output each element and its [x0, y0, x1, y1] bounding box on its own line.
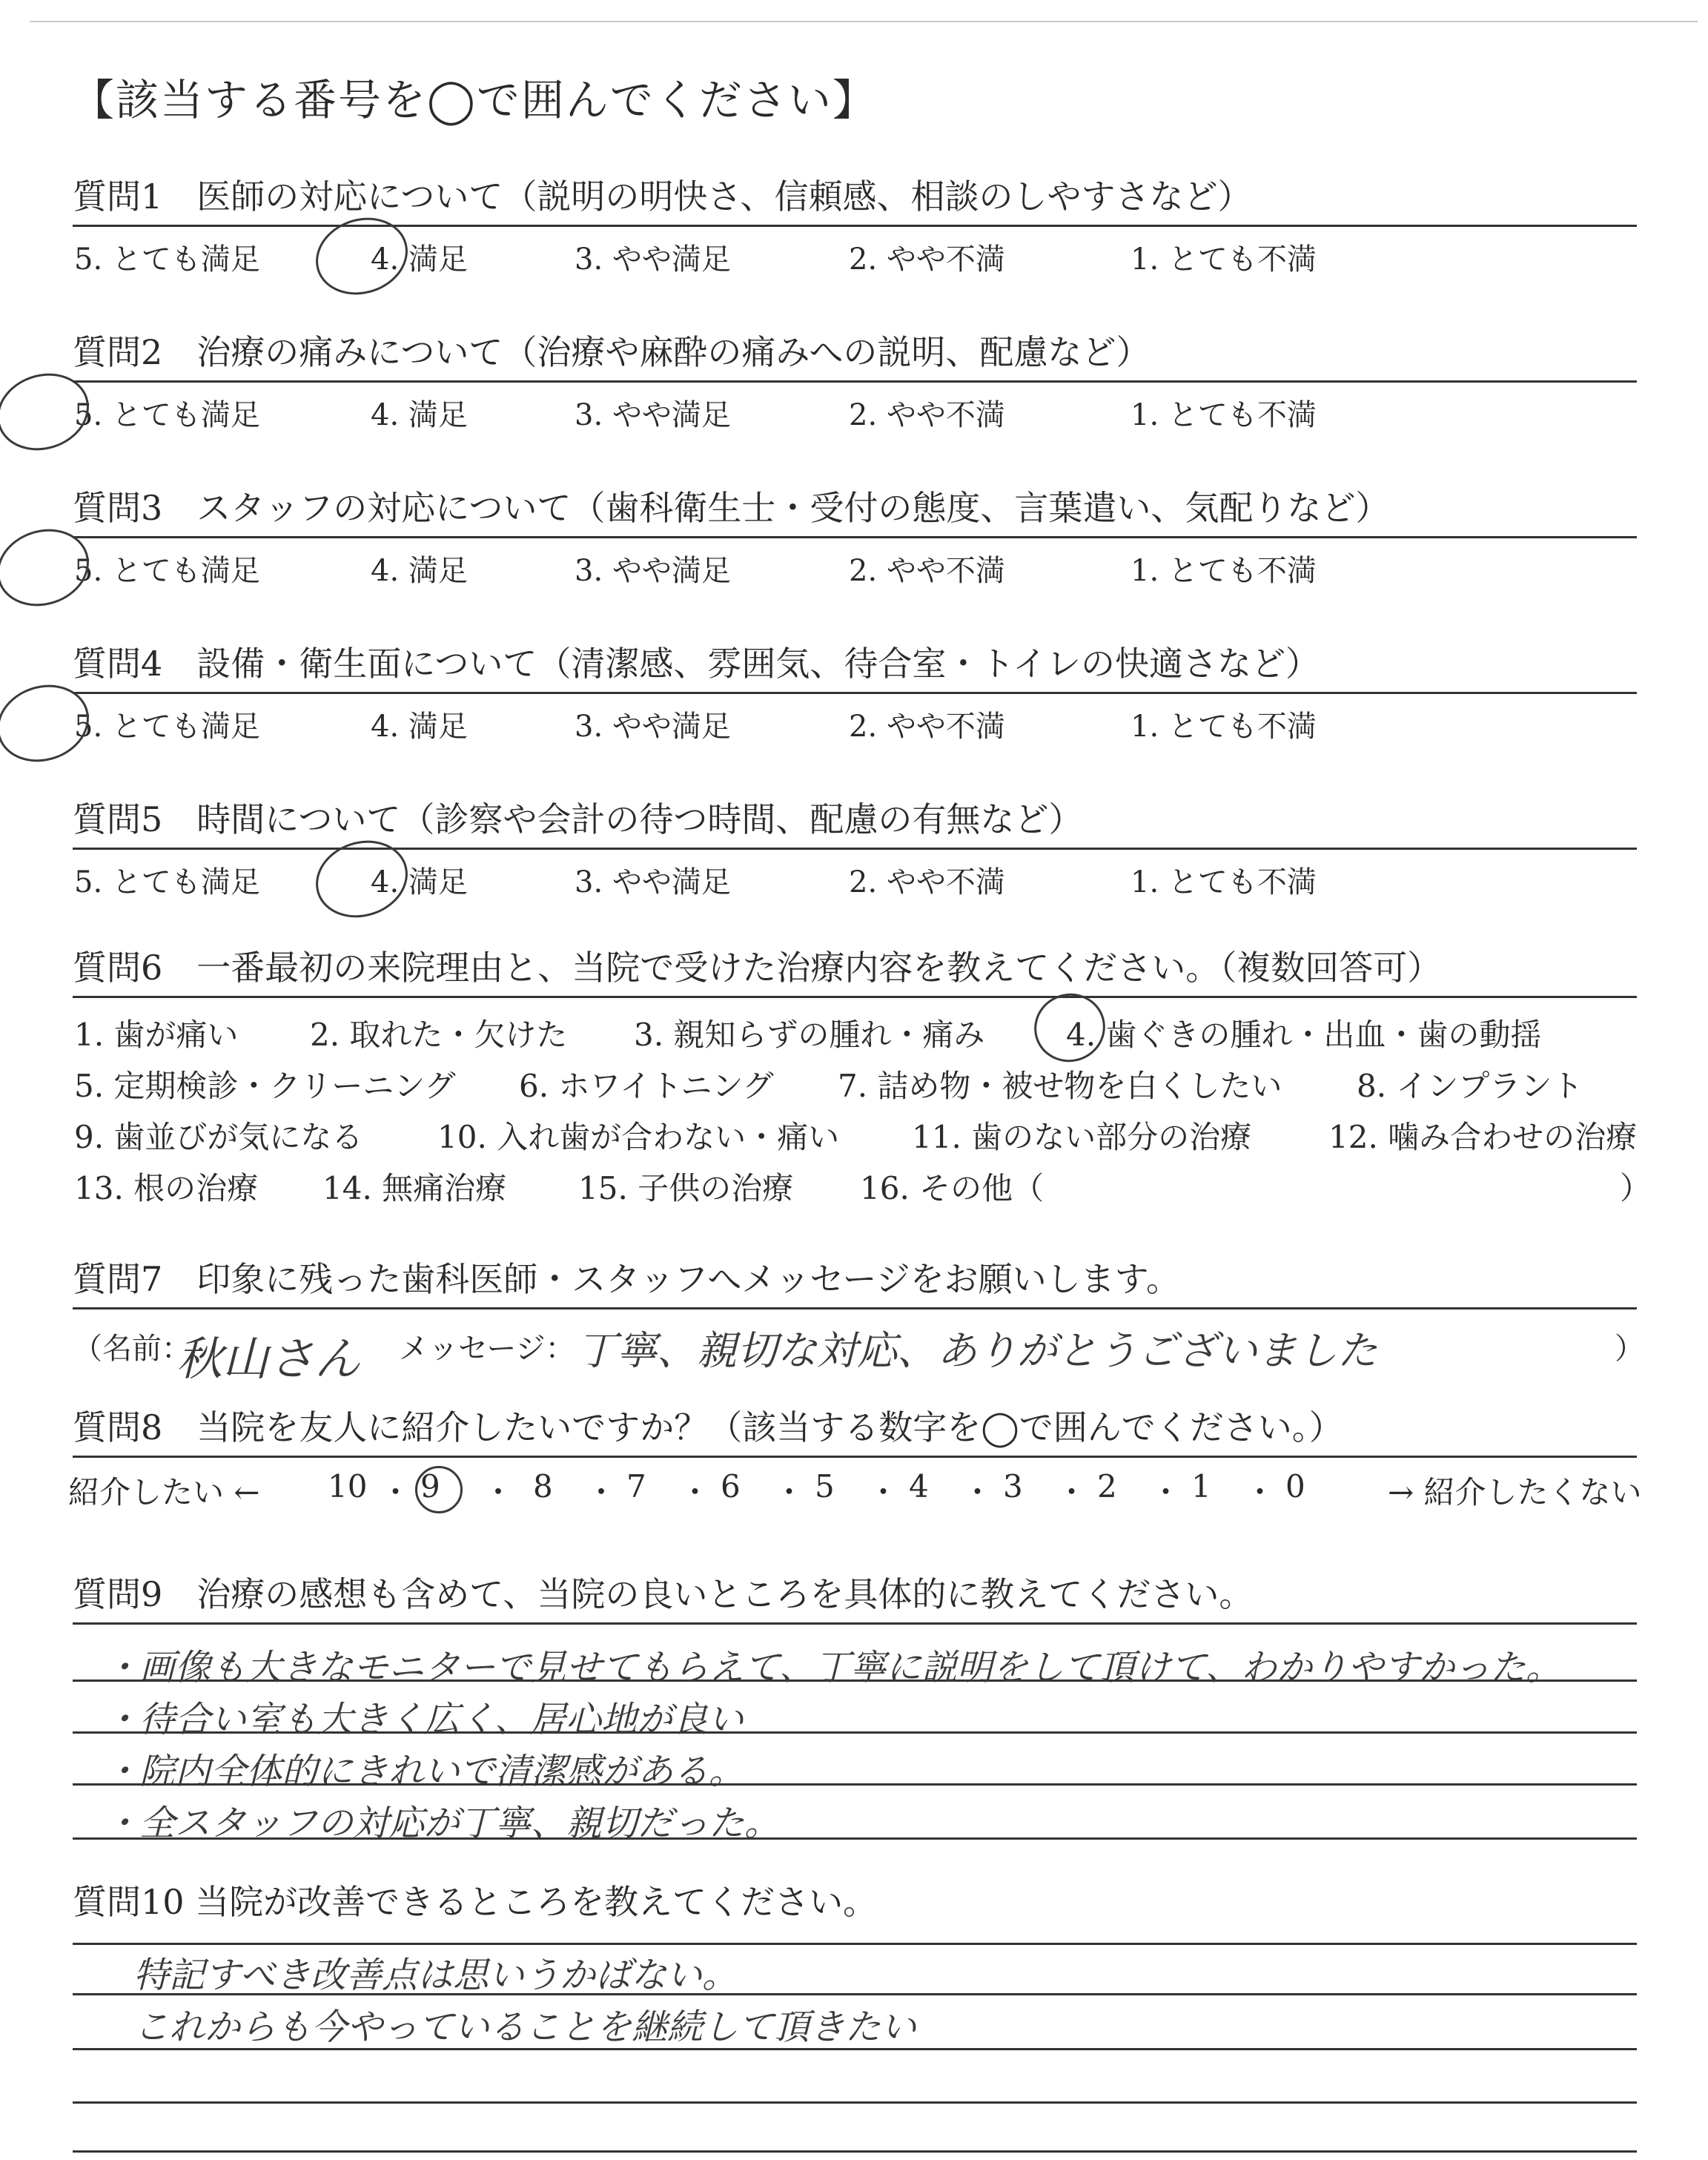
q7-heading: 質問7 印象に残った歯科医師・スタッフへメッセージをお願いします。 — [73, 1257, 1637, 1309]
q7-message-label: メッセージ： — [399, 1332, 575, 1366]
q8-scale-value[interactable]: 7 — [626, 1468, 646, 1505]
q10-answer-rule — [73, 2101, 1637, 2104]
q6-option[interactable]: 8. インプラント — [1357, 1068, 1583, 1104]
q8-left-label: 紹介したい ← — [68, 1474, 260, 1510]
rating-option[interactable]: 2. やや不満 — [849, 865, 1005, 899]
q8-separator: ・ — [1150, 1474, 1182, 1510]
q6-option[interactable]: 7. 詰め物・被せ物を白くしたい — [838, 1068, 1282, 1104]
rating-option[interactable]: 1. とても不満 — [1131, 710, 1317, 744]
q8-separator: ・ — [380, 1474, 411, 1510]
q6-options-row-1 — [74, 1011, 1646, 1052]
rating-option[interactable]: 1. とても不満 — [1131, 865, 1317, 899]
question-2-heading: 質問2 治療の痛みについて（治療や麻酔の痛みへの説明、配慮など） — [73, 330, 1637, 383]
q10-heading: 質問10 当院が改善できるところを教えてください。 — [73, 1882, 878, 1922]
question-5-heading: 質問5 時間について（診察や会計の待つ時間、配慮の有無など） — [73, 797, 1637, 850]
q6-option[interactable]: 11. 歯のない部分の治療 — [912, 1119, 1252, 1155]
q6-option[interactable]: 9. 歯並びが気になる — [74, 1119, 363, 1155]
rating-option[interactable]: 1. とても不満 — [1131, 554, 1317, 588]
q6-option[interactable]: 16. その他（ — [860, 1170, 1045, 1206]
rating-option[interactable]: 4. 満足 — [371, 865, 468, 899]
q6-options-row-2 — [74, 1062, 1646, 1103]
q8-scale-value[interactable]: 9 — [420, 1468, 440, 1505]
rating-option[interactable]: 3. やや満足 — [575, 398, 731, 432]
rating-option[interactable]: 4. 満足 — [371, 554, 468, 588]
q6-option[interactable]: 13. 根の治療 — [74, 1170, 259, 1206]
rating-option[interactable]: 3. やや満足 — [575, 710, 731, 744]
rating-option[interactable]: 1. とても不満 — [1131, 242, 1317, 277]
q7-message-value[interactable]: 丁寧、親切な対応、ありがとうございました — [577, 1327, 1377, 1374]
question-1-options — [74, 236, 1631, 277]
q9-answer-line[interactable]: ・待合い室も大きく広く、居心地が良い — [104, 1699, 744, 1740]
q7-message-line — [73, 1316, 1644, 1386]
q6-option[interactable]: 5. 定期検診・クリーニング — [74, 1068, 456, 1104]
q6-options-row-3 — [74, 1113, 1646, 1155]
q6-option[interactable]: 15. 子供の治療 — [578, 1170, 794, 1206]
q6-option[interactable]: 14. 無痛治療 — [322, 1170, 507, 1206]
question-2-options — [74, 392, 1631, 433]
q8-scale-value[interactable]: 8 — [533, 1468, 553, 1505]
q9-heading: 質問9 治療の感想も含めて、当院の良いところを具体的に教えてください。 — [73, 1572, 1637, 1625]
q8-separator: ・ — [867, 1474, 899, 1510]
q6-option[interactable]: 3. 親知らずの腫れ・痛み — [634, 1017, 985, 1053]
q8-separator: ・ — [483, 1474, 514, 1510]
question-1-heading: 質問1 医師の対応について（説明の明快さ、信頼感、相談のしやすさなど） — [73, 174, 1637, 227]
q10-answer-rule — [73, 2150, 1637, 2153]
q9-answer-line[interactable]: ・全スタッフの対応が丁寧、親切だった。 — [104, 1803, 781, 1844]
rating-option[interactable]: 4. 満足 — [371, 710, 468, 744]
q8-right-label: → 紹介したくない — [1388, 1474, 1642, 1510]
rating-option[interactable]: 4. 満足 — [371, 242, 468, 277]
question-4-options — [74, 703, 1631, 744]
q8-heading: 質問8 当院を友人に紹介したいですか？（該当する数字を◯で囲んでください。） — [73, 1405, 1637, 1458]
q6-heading: 質問6 一番最初の来院理由と、当院で受けた治療内容を教えてください。（複数回答可） — [73, 945, 1637, 998]
q8-separator: ・ — [1056, 1474, 1088, 1510]
q6-option[interactable]: 2. 取れた・欠けた — [310, 1017, 568, 1053]
q8-separator: ・ — [586, 1474, 618, 1510]
q8-scale-value[interactable]: 4 — [909, 1468, 929, 1505]
q8-scale-value[interactable]: 1 — [1191, 1468, 1211, 1505]
rating-option[interactable]: 2. やや不満 — [849, 242, 1005, 277]
q8-selection-circle — [415, 1466, 463, 1513]
q6-option[interactable]: 10. 入れ歯が合わない・痛い — [437, 1119, 840, 1155]
q6-options-row-4 — [74, 1164, 1652, 1206]
q10-answer-rule — [73, 1943, 1637, 1945]
rating-option[interactable]: 3. やや満足 — [575, 554, 731, 588]
question-3-heading: 質問3 スタッフの対応について（歯科衛生士・受付の態度、言葉遣い、気配りなど） — [73, 486, 1637, 538]
question-5-options — [74, 859, 1631, 900]
q10-answer-line[interactable]: これからも今やっていることを継続して頂きたい — [133, 2007, 917, 2048]
rating-option[interactable]: 3. やや満足 — [575, 242, 731, 277]
rating-option[interactable]: 3. やや満足 — [575, 865, 731, 899]
q6-option-close: ） — [1620, 1170, 1652, 1206]
rating-option[interactable]: 5. とても満足 — [74, 554, 260, 588]
q8-separator: ・ — [1244, 1474, 1276, 1510]
q8-scale-value[interactable]: 6 — [721, 1468, 741, 1505]
page-title: 【該当する番号を◯で囲んでください】 — [71, 75, 877, 125]
question-4-heading: 質問4 設備・衛生面について（清潔感、雰囲気、待合室・トイレの快適さなど） — [73, 641, 1637, 694]
rating-option[interactable]: 2. やや不満 — [849, 398, 1005, 432]
question-3-options — [74, 547, 1631, 589]
q6-option[interactable]: 6. ホワイトニング — [519, 1068, 774, 1104]
q9-answer-line[interactable]: ・画像も大きなモニターで見せてもらえて、丁寧に説明をして頂けて、わかりやすかった。 — [104, 1647, 1562, 1688]
rating-option[interactable]: 5. とても満足 — [74, 242, 260, 277]
rating-option[interactable]: 2. やや不満 — [849, 554, 1005, 588]
rating-option[interactable]: 1. とても不満 — [1131, 398, 1317, 432]
q7-close-paren: ） — [1615, 1332, 1644, 1366]
q8-scale-value[interactable]: 3 — [1003, 1468, 1023, 1505]
q10-answer-line[interactable]: 特記すべき改善点は思いうかばない。 — [133, 1955, 738, 1996]
q6-option[interactable]: 1. 歯が痛い — [74, 1017, 239, 1053]
rating-option[interactable]: 5. とても満足 — [74, 710, 260, 744]
q7-name-label: （名前： — [73, 1332, 191, 1366]
q8-separator: ・ — [773, 1474, 805, 1510]
q8-scale-value[interactable]: 2 — [1097, 1468, 1117, 1505]
q8-scale-value[interactable]: 5 — [815, 1468, 835, 1505]
q6-option[interactable]: 4. 歯ぐきの腫れ・出血・歯の動揺 — [1066, 1017, 1542, 1053]
q8-separator: ・ — [679, 1474, 711, 1510]
page-top-border — [30, 21, 1698, 22]
q8-scale — [68, 1468, 1647, 1513]
rating-option[interactable]: 5. とても満足 — [74, 865, 260, 899]
q8-scale-value[interactable]: 0 — [1285, 1468, 1305, 1505]
rating-option[interactable]: 4. 満足 — [371, 398, 468, 432]
rating-option[interactable]: 5. とても満足 — [74, 398, 260, 432]
q6-option[interactable]: 12. 噛み合わせの治療 — [1328, 1119, 1638, 1155]
rating-option[interactable]: 2. やや不満 — [849, 710, 1005, 744]
q7-name-value[interactable]: 秋山さん — [176, 1332, 361, 1386]
q9-answer-line[interactable]: ・院内全体的にきれいで清潔感がある。 — [104, 1751, 745, 1792]
q8-scale-value[interactable]: 10 — [328, 1468, 368, 1505]
q8-separator: ・ — [961, 1474, 993, 1510]
